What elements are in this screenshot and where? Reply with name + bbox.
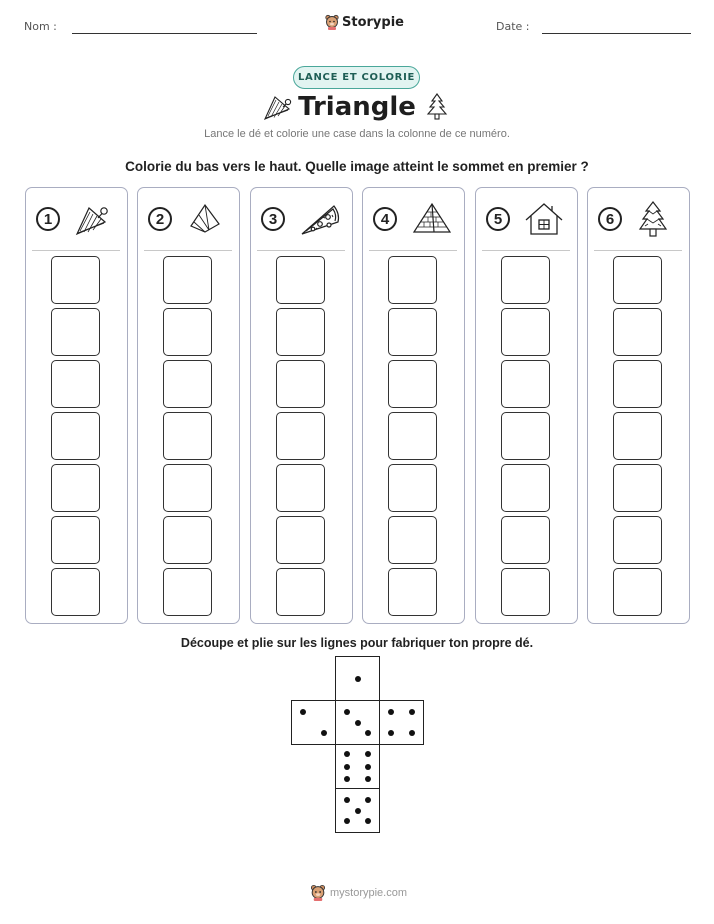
color-box[interactable] <box>163 412 212 460</box>
color-box[interactable] <box>501 308 550 356</box>
die-pip <box>344 818 350 824</box>
napkin-icon <box>185 200 225 243</box>
color-box[interactable] <box>388 516 437 564</box>
die-pip <box>355 676 361 682</box>
color-box[interactable] <box>388 360 437 408</box>
die-pip <box>344 797 350 803</box>
color-box[interactable] <box>276 360 325 408</box>
column-divider <box>257 250 345 251</box>
pyramid-icon <box>410 200 454 243</box>
die-pip <box>365 776 371 782</box>
subtitle: Lance le dé et colorie une case dans la colonne de ce numéro. <box>204 128 510 140</box>
instruction: Colorie du bas vers le haut. Quelle image atteint le sommet en premier ? <box>125 159 589 174</box>
die-face-4 <box>379 700 424 745</box>
color-box[interactable] <box>163 516 212 564</box>
column-divider <box>144 250 232 251</box>
die-pip <box>409 730 415 736</box>
color-box[interactable] <box>51 464 100 512</box>
die-pip <box>365 764 371 770</box>
die-pip <box>355 808 361 814</box>
color-box[interactable] <box>613 464 662 512</box>
die-pip <box>365 818 371 824</box>
color-box[interactable] <box>51 308 100 356</box>
cut-instruction: Découpe et plie sur les lignes pour fabriquer ton propre dé. <box>180 636 534 650</box>
color-box[interactable] <box>276 464 325 512</box>
color-box[interactable] <box>51 360 100 408</box>
column-divider <box>32 250 120 251</box>
house-roof-icon <box>523 200 565 243</box>
color-box[interactable] <box>163 360 212 408</box>
die-pip <box>344 776 350 782</box>
column-number: 5 <box>486 207 510 231</box>
color-box[interactable] <box>613 516 662 564</box>
color-box[interactable] <box>163 256 212 304</box>
color-box[interactable] <box>388 412 437 460</box>
color-box[interactable] <box>613 256 662 304</box>
column-number: 6 <box>598 207 622 231</box>
die-pip <box>344 709 350 715</box>
date-label: Date : <box>496 20 530 33</box>
die-face-3 <box>335 700 380 745</box>
brand-name: Storypie <box>342 14 404 30</box>
activity-badge: LANCE ET COLORIE <box>293 66 420 89</box>
die-pip <box>321 730 327 736</box>
pizza-slice-icon <box>298 200 342 243</box>
color-box[interactable] <box>51 568 100 616</box>
footer <box>310 884 407 901</box>
bear-footer-icon <box>310 884 326 901</box>
color-box[interactable] <box>501 516 550 564</box>
die-pip <box>365 730 371 736</box>
column-divider <box>594 250 682 251</box>
shuttlecock-icon <box>73 200 113 243</box>
color-box[interactable] <box>388 256 437 304</box>
name-line <box>72 33 257 34</box>
color-box[interactable] <box>501 360 550 408</box>
column-2 <box>137 187 240 624</box>
date-line <box>542 33 691 34</box>
footer-url: mystorypie.com <box>330 886 408 899</box>
column-5 <box>475 187 578 624</box>
column-number: 3 <box>261 207 285 231</box>
brand-logo <box>325 14 404 30</box>
color-box[interactable] <box>388 308 437 356</box>
die-face-5 <box>335 788 380 833</box>
color-box[interactable] <box>613 308 662 356</box>
die-pip <box>365 797 371 803</box>
color-box[interactable] <box>51 256 100 304</box>
die-pip <box>300 709 306 715</box>
die-face-1 <box>335 656 380 701</box>
color-box[interactable] <box>163 568 212 616</box>
color-box[interactable] <box>276 308 325 356</box>
color-box[interactable] <box>501 568 550 616</box>
page-title: Triangle <box>298 92 416 122</box>
color-box[interactable] <box>276 256 325 304</box>
die-pip <box>409 709 415 715</box>
die-pip <box>344 764 350 770</box>
column-3 <box>250 187 353 624</box>
color-box[interactable] <box>613 568 662 616</box>
color-box[interactable] <box>163 308 212 356</box>
color-box[interactable] <box>388 464 437 512</box>
column-divider <box>369 250 457 251</box>
color-box[interactable] <box>388 568 437 616</box>
color-box[interactable] <box>163 464 212 512</box>
die-pip <box>388 730 394 736</box>
color-box[interactable] <box>613 412 662 460</box>
color-box[interactable] <box>276 516 325 564</box>
color-box[interactable] <box>501 464 550 512</box>
die-pip <box>365 751 371 757</box>
color-box[interactable] <box>51 516 100 564</box>
column-6 <box>587 187 690 624</box>
die-face-6 <box>335 744 380 789</box>
column-number: 4 <box>373 207 397 231</box>
color-box[interactable] <box>276 568 325 616</box>
color-box[interactable] <box>276 412 325 460</box>
column-4 <box>362 187 465 624</box>
color-box[interactable] <box>501 412 550 460</box>
color-box[interactable] <box>501 256 550 304</box>
pine-tree-icon <box>635 200 671 245</box>
column-number: 2 <box>148 207 172 231</box>
die-pip <box>344 751 350 757</box>
die-pip <box>388 709 394 715</box>
bear-icon <box>325 14 339 30</box>
name-label: Nom : <box>24 20 57 33</box>
column-number: 1 <box>36 207 60 231</box>
die-pip <box>355 720 361 726</box>
column-divider <box>482 250 570 251</box>
die-face-2 <box>291 700 336 745</box>
pine-tree-title-icon <box>424 92 450 127</box>
column-1 <box>25 187 128 624</box>
color-box[interactable] <box>51 412 100 460</box>
color-box[interactable] <box>613 360 662 408</box>
